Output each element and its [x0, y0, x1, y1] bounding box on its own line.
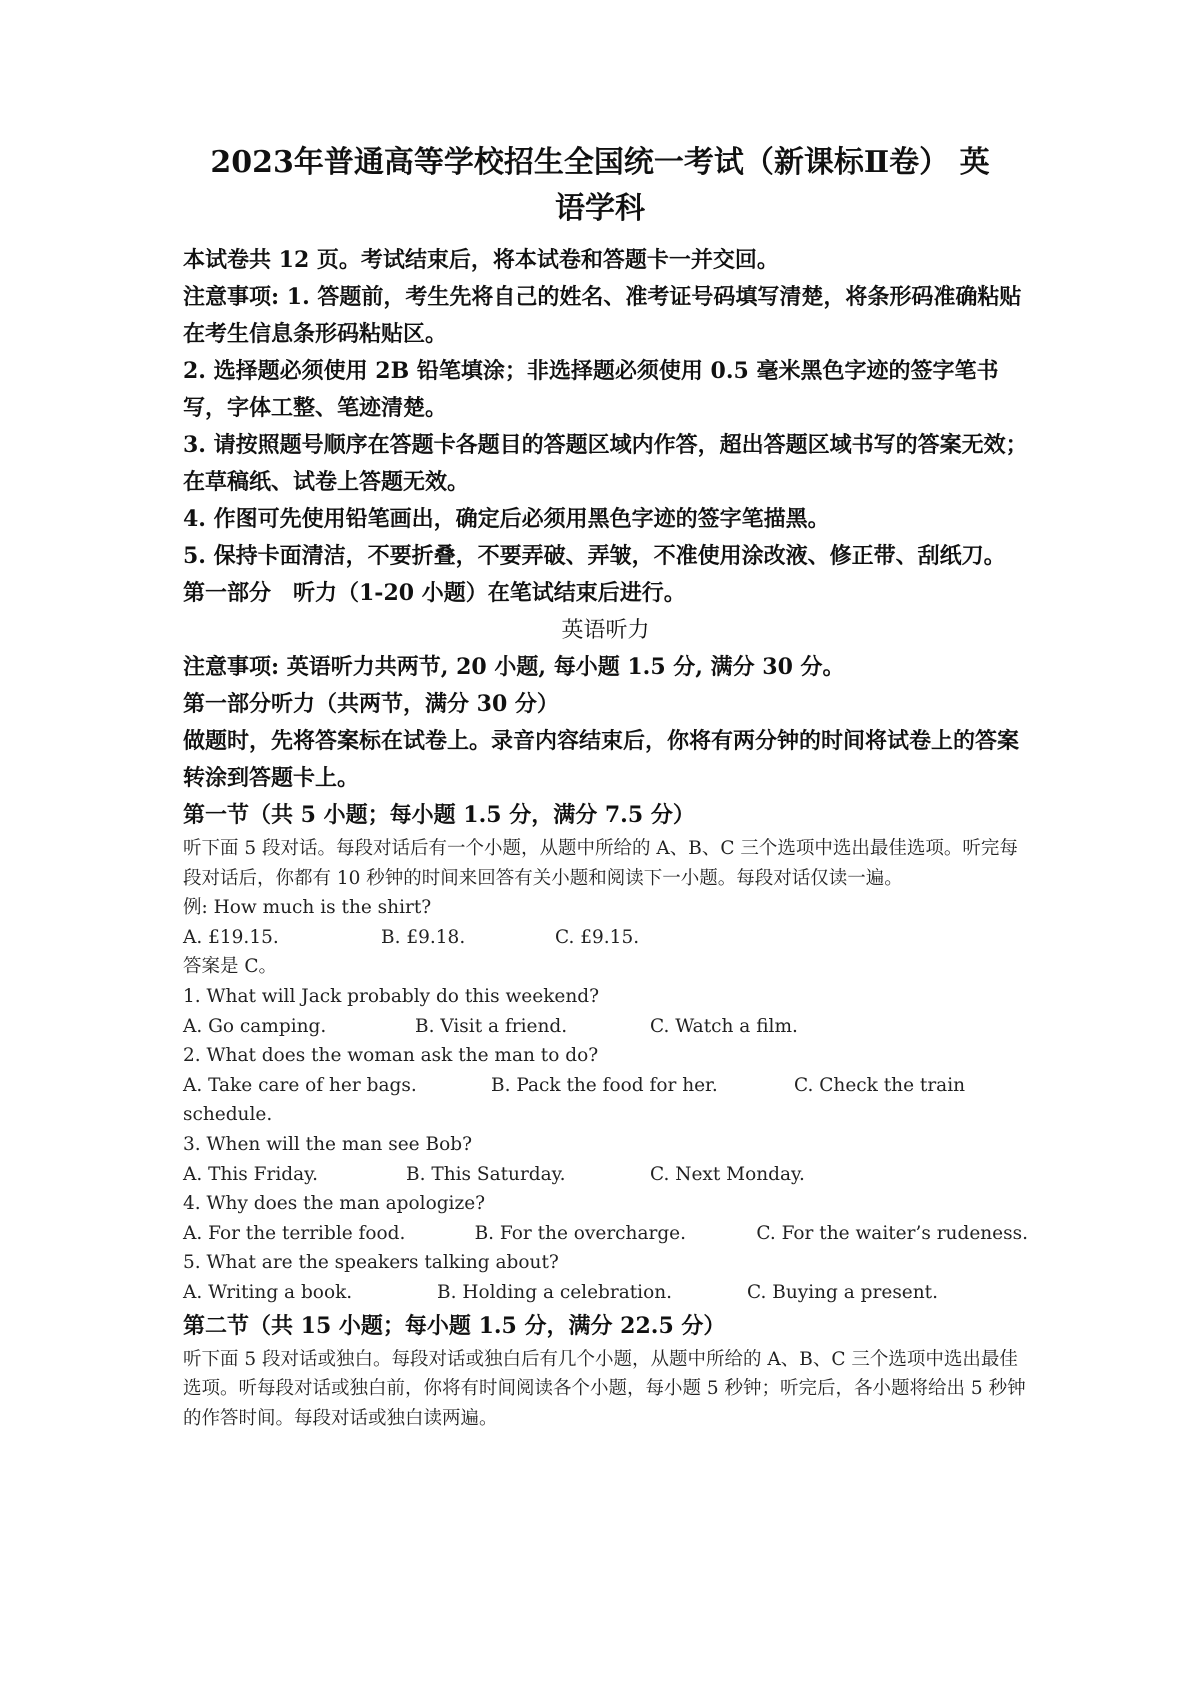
listening-title: 英语听力: [561, 618, 650, 643]
exam-content: [183, 242, 1028, 1433]
question-4-options: [183, 1219, 1028, 1249]
intro-text: 本试卷共 12 页。考试结束后，将本试卷和答题卡一并交回。: [183, 247, 779, 273]
example-options: [183, 923, 1028, 953]
option-c: C. £9.15.: [555, 926, 640, 948]
part1-info: 第一部分听力（共两节，满分 30 分）: [183, 691, 559, 717]
option-b: B. Visit a friend.: [415, 1015, 568, 1037]
option-c: C. Watch a film.: [650, 1015, 798, 1037]
question-2: 2. What does the woman ask the man to do?: [183, 1045, 599, 1067]
section2-heading: 第二节（共 15 小题；每小题 1.5 分，满分 22.5 分）: [183, 1312, 726, 1339]
option-a: A. Take care of her bags.: [183, 1074, 417, 1096]
option-b: B. Holding a celebration.: [437, 1281, 673, 1303]
notice-3: 3. 请按照题号顺序在答题卡各题目的答题区域内作答，超出答题区域书写的答案无效；在草稿纸、试卷上答题无效。: [183, 432, 1028, 495]
question-2-options: [183, 1071, 1028, 1101]
title-line-2: 语学科: [555, 191, 645, 226]
option-b: B. Pack the food for her.: [491, 1074, 718, 1096]
question-2-option-c-continued: schedule.: [183, 1104, 273, 1126]
option-c: C. Next Monday.: [650, 1163, 805, 1185]
question-3-options: [183, 1160, 1028, 1190]
option-b: B. For the overcharge.: [474, 1222, 686, 1244]
question-1: 1. What will Jack probably do this weekend?: [183, 985, 600, 1007]
section2-instructions: 听下面 5 段对话或独白。每段对话或独白后有几个小题，从题中所给的 A、B、C 三个选项中选出最佳选项。听每段对话或独白前，你将有时间阅读各个小题，每小题 5 秒钟；听完后，各小题将给出 5 秒钟的作答时间。每段对话或独白读两遍。: [183, 1348, 1026, 1429]
question-5: 5. What are the speakers talking about?: [183, 1252, 559, 1274]
notice-1: 注意事项: 1. 答题前，考生先将自己的姓名、准考证号码填写清楚，将条形码准确粘贴在考生信息条形码粘贴区。: [183, 284, 1022, 347]
question-1-options: [183, 1012, 1028, 1042]
example-answer: 答案是 C。: [183, 956, 278, 978]
question-5-options: [183, 1278, 1028, 1308]
option-c: C. For the waiter’s rudeness.: [756, 1222, 1028, 1244]
example-question: 例: How much is the shirt?: [183, 897, 432, 919]
option-b: B. This Saturday.: [406, 1163, 566, 1185]
exam-title: [170, 140, 1030, 232]
transfer-note: 做题时，先将答案标在试卷上。录音内容结束后，你将有两分钟的时间将试卷上的答案转涂到答题卡上。: [183, 728, 1020, 791]
option-a: A. £19.15.: [183, 926, 279, 948]
notice-4: 4. 作图可先使用铅笔画出，确定后必须用黑色字迹的签字笔描黑。: [183, 506, 830, 532]
notice-5: 5. 保持卡面清洁，不要折叠，不要弄破、弄皱，不准使用涂改液、修正带、刮纸刀。: [183, 543, 1006, 569]
part1-heading: 第一部分 听力（1-20 小题）在笔试结束后进行。: [183, 580, 686, 606]
section1-heading: 第一节（共 5 小题；每小题 1.5 分，满分 7.5 分）: [183, 802, 695, 828]
listening-notice: 注意事项: 英语听力共两节, 20 小题, 每小题 1.5 分, 满分 30 分。: [183, 654, 845, 680]
option-c: C. Check the train: [794, 1074, 966, 1096]
question-3: 3. When will the man see Bob?: [183, 1133, 472, 1155]
title-line-1: 2023年普通高等学校招生全国统一考试（新课标Ⅱ卷） 英: [210, 145, 990, 180]
notice-2: 2. 选择题必须使用 2B 铅笔填涂；非选择题必须使用 0.5 毫米黑色字迹的签字笔书写，字体工整、笔迹清楚。: [183, 358, 999, 421]
option-b: B. £9.18.: [381, 926, 466, 948]
option-a: A. This Friday.: [183, 1163, 319, 1185]
option-a: A. Writing a book.: [183, 1281, 353, 1303]
option-c: C. Buying a present.: [747, 1281, 938, 1303]
question-4: 4. Why does the man apologize?: [183, 1193, 486, 1215]
section1-instructions: 听下面 5 段对话。每段对话后有一个小题，从题中所给的 A、B、C 三个选项中选出最佳选项。听完每段对话后，你都有 10 秒钟的时间来回答有关小题和阅读下一小题。每段对话仅读一遍。: [183, 838, 1018, 889]
option-a: A. Go camping.: [183, 1015, 327, 1037]
option-a: A. For the terrible food.: [183, 1222, 406, 1244]
